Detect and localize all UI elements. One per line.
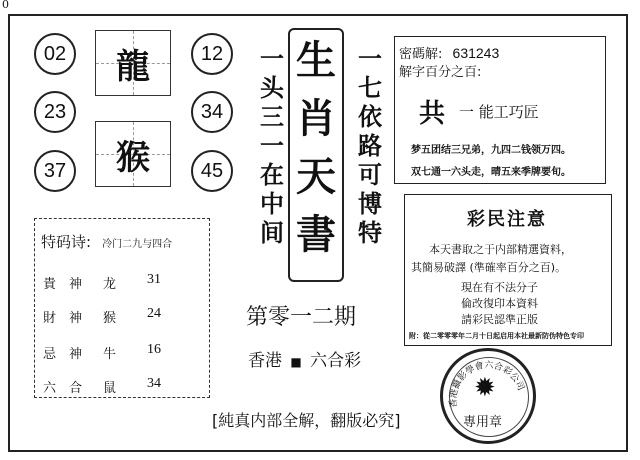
left-verse: 一头三一在中间 xyxy=(260,44,284,247)
row-key: 忌 神 xyxy=(43,347,83,362)
notice-line: 倫改復印本資料 xyxy=(461,297,538,310)
row-animal: 龙 xyxy=(103,277,117,292)
row-animal: 鼠 xyxy=(103,381,117,396)
brand-left: 香港 xyxy=(248,351,282,371)
right-verse: 一七依路可博特 xyxy=(358,44,382,247)
official-seal xyxy=(440,348,536,444)
number-ball: 37 xyxy=(34,150,76,192)
decode-box xyxy=(394,36,606,184)
notice-line: 其簡易破譯 (準確率百分之百)。 xyxy=(411,261,567,274)
star-icon: ✹ xyxy=(474,373,496,403)
decode-label: 解字百分之百: xyxy=(399,65,482,80)
number-ball: 12 xyxy=(191,33,233,75)
special-code-box: 特码诗: 冷门二九与四合 貴 神 龙 31 財 神 猴 24 忌 神 牛 16 六 合 鼠 34 xyxy=(34,218,210,398)
notice-line: 現在有不法分子 xyxy=(461,281,538,294)
big-char: 共 xyxy=(419,99,446,129)
notice-box xyxy=(404,194,612,346)
row-value: 34 xyxy=(147,376,161,391)
notice-title: 彩民注意 xyxy=(467,209,547,230)
number-ball: 34 xyxy=(191,91,233,133)
page-title: 生肖天書 xyxy=(296,37,336,258)
notice-fine-print: 附：從二零零零年二月十日起启用本社最新防伪特色专印 xyxy=(409,332,584,340)
special-code-label: 特码诗 xyxy=(41,233,87,251)
notice-line: 本天書取之于内部精選資料， xyxy=(429,243,572,256)
bullet: ■ xyxy=(290,355,302,369)
row-key: 貴 神 xyxy=(43,277,83,292)
number-ball: 02 xyxy=(34,33,76,75)
password-value: 631243 xyxy=(452,45,500,61)
corner-mark: 0 xyxy=(2,0,9,11)
row-value: 24 xyxy=(147,306,161,321)
notice-line: 請彩民認準正版 xyxy=(461,313,538,326)
zodiac-char: 猴 xyxy=(116,137,150,178)
zodiac-char: 龍 xyxy=(116,46,150,87)
brand-right: 六合彩 xyxy=(310,351,362,371)
row-value: 16 xyxy=(147,342,161,357)
number-ball: 45 xyxy=(191,150,233,192)
zodiac-char-box xyxy=(95,121,171,187)
big-char-phrase: 一 能工巧匠 xyxy=(459,103,539,121)
row-value: 31 xyxy=(147,272,161,287)
password-label: 密碼解: xyxy=(399,47,443,62)
seal-ring-label: 香港攝影學會六合彩公司 xyxy=(448,360,526,409)
verse-line: 双七通一六头走，晴五来季牌要旬。 xyxy=(411,167,571,178)
number-ball: 23 xyxy=(34,91,76,133)
row-animal: 牛 xyxy=(103,347,117,362)
special-code-subtitle: 冷门二九与四合 xyxy=(102,239,173,250)
verse-line: 梦五团结三兄弟，九四二钱领万四。 xyxy=(411,145,571,156)
row-key: 六 合 xyxy=(43,381,83,396)
seal-bottom-text: 專用章 xyxy=(463,415,503,430)
issue-number: 第零一二期 xyxy=(246,305,357,330)
footer-note: [純真内部全解，翻版必究] xyxy=(212,411,401,430)
row-key: 財 神 xyxy=(43,311,83,326)
row-animal: 猴 xyxy=(103,311,117,326)
zodiac-char-box xyxy=(95,30,171,96)
